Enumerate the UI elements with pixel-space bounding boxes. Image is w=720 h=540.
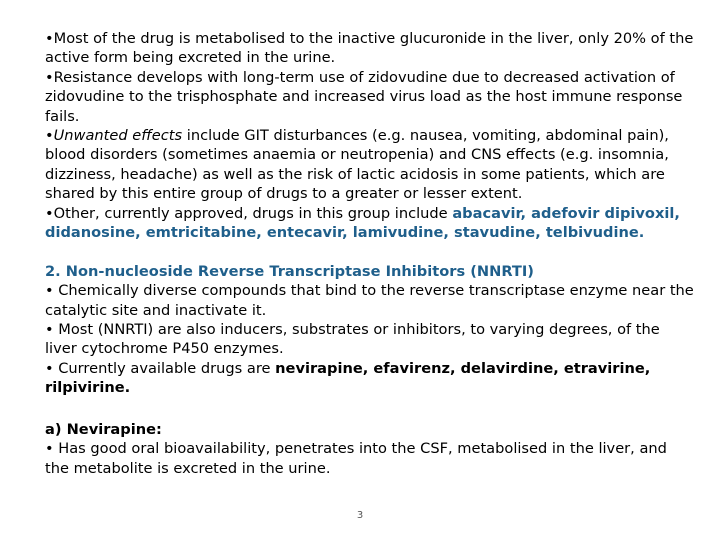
other-drugs-text: •Other, currently approved, drugs in this group include <box>45 204 453 222</box>
bullet-nnrti-drugs <box>45 359 695 398</box>
bullet-resistance: •Resistance develops with long-term use of zidovudine due to decreased activation of zidovudine to the trisphosphate and increased virus load as the host immune response fails. <box>45 68 683 125</box>
unwanted-effects-text: include GIT disturbances (e.g. nausea, vomiting, abdominal pain), blood disorders (sometimes anaemia or neutropenia) and CNS effects (e.g. insomnia, dizziness, headache) as well as the risk of lactic acidosis in some patients, which are shared by this entire group of drugs to a greater or lesser extent. <box>45 127 669 203</box>
bullet-nnrti-p450: • Most (NNRTI) are also inducers, substrates or inhibitors, to varying degrees, of the liver cytochrome P450 enzymes. <box>45 321 660 358</box>
other-drugs-list: abacavir, adefovir dipivoxil, didanosine, emtricitabine, entecavir, lamivudine, stavudine, telbivudine. <box>45 204 680 242</box>
spacer <box>45 242 695 261</box>
bullet-nevirapine: • Has good oral bioavailability, penetrates into the CSF, metabolised in the liver, and the metabolite is excreted in the urine. <box>45 440 667 477</box>
nnrti-drugs-list: nevirapine, efavirenz, delavirdine, etravirine, rilpivirine. <box>45 359 651 397</box>
spacer <box>45 398 695 420</box>
nnrti-drugs-text: • Currently available drugs are <box>45 359 276 377</box>
nnrti-heading: 2. Non-nucleoside Reverse Transcriptase Inhibitors (NNRTI) <box>45 262 534 280</box>
page-number: 3 <box>356 510 364 521</box>
bullet-other-drugs <box>45 204 695 243</box>
unwanted-effects-label: Unwanted effects <box>53 127 183 145</box>
bullet-marker: • <box>45 127 54 145</box>
slide-content <box>45 29 695 478</box>
bullet-unwanted-effects <box>45 126 695 204</box>
bullet-nnrti-binding: • Chemically diverse compounds that bind to the reverse transcriptase enzyme near the catalytic site and inactivate it. <box>45 282 694 319</box>
bullet-metabolism: •Most of the drug is metabolised to the inactive glucuronide in the liver, only 20% of the active form being excreted in the urine. <box>45 30 694 67</box>
nevirapine-heading: a) Nevirapine: <box>45 420 162 438</box>
